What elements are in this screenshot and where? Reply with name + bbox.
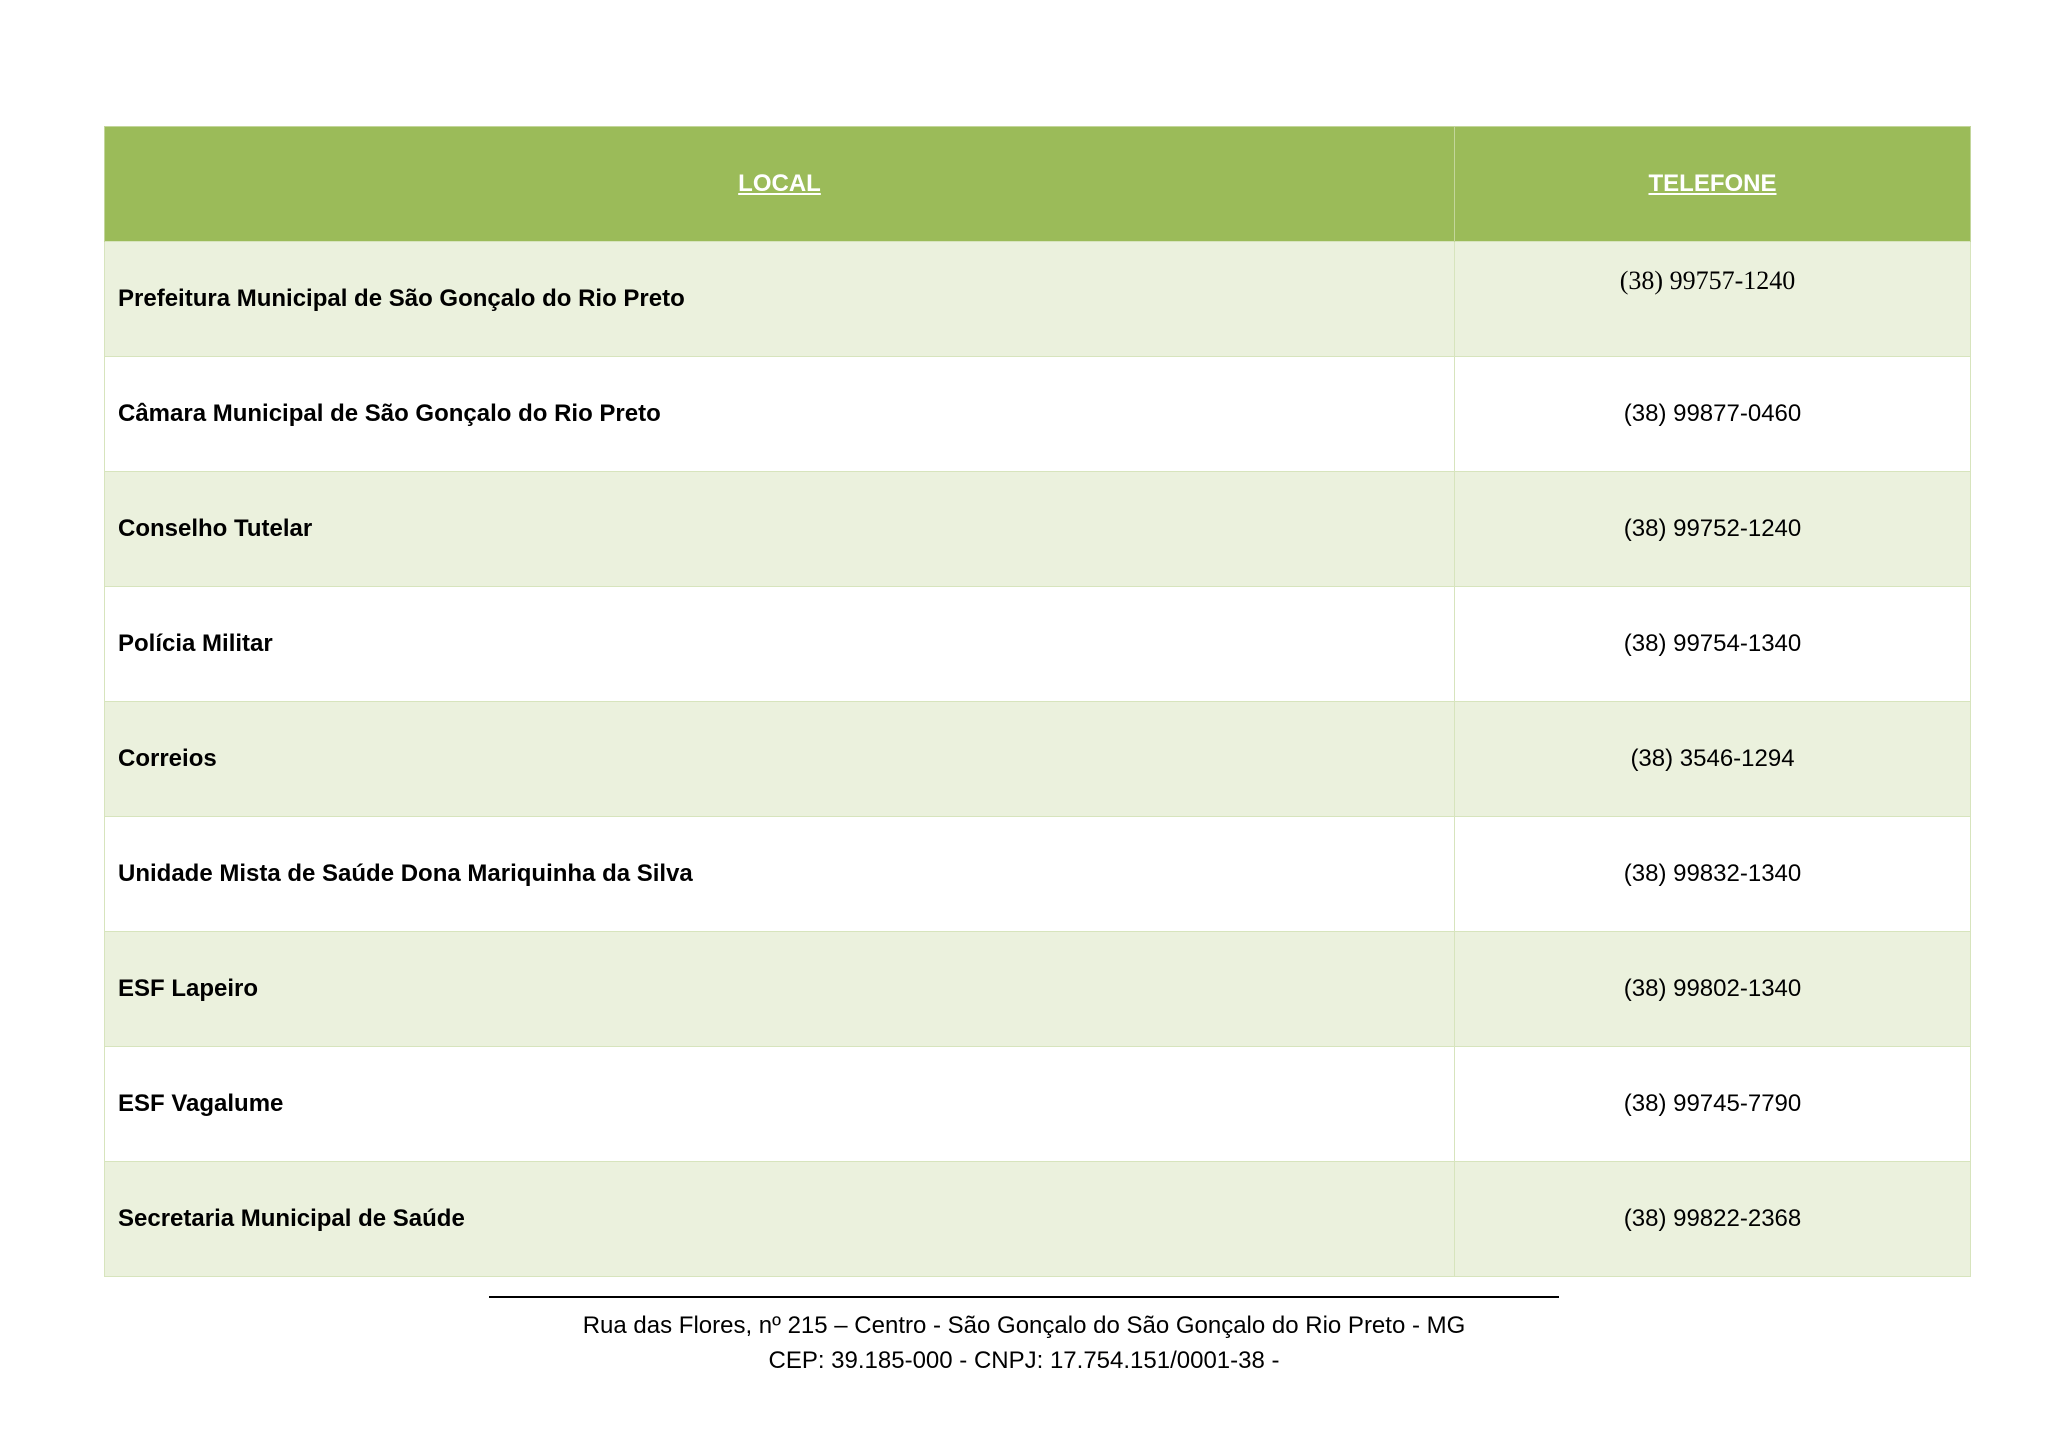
footer-address: Rua das Flores, nº 215 – Centro - São Gonçalo do São Gonçalo do Rio Preto - MG [582, 1312, 1466, 1339]
local-cell: Unidade Mista de Saúde Dona Mariquinha da Silva [105, 817, 1455, 932]
table-header-row [105, 127, 1971, 242]
table-row [105, 1162, 1971, 1277]
phone-cell [1455, 242, 1971, 357]
table-row [105, 242, 1971, 357]
local-cell: Câmara Municipal de São Gonçalo do Rio Preto [105, 357, 1455, 472]
column-header-local: LOCAL [105, 127, 1455, 242]
table-row [105, 472, 1971, 587]
phone-cell: (38) 99754-1340 [1455, 587, 1971, 702]
phone-cell: (38) 99802-1340 [1455, 932, 1971, 1047]
phone-cell: (38) 99877-0460 [1455, 357, 1971, 472]
contacts-table [104, 126, 1971, 1277]
phone-number: (38) 99757-1240 [1619, 266, 1796, 295]
phone-cell: (38) 99832-1340 [1455, 817, 1971, 932]
local-cell: Correios [105, 702, 1455, 817]
footer-divider [489, 1296, 1559, 1298]
table-row [105, 587, 1971, 702]
table-row [105, 932, 1971, 1047]
local-cell: Conselho Tutelar [105, 472, 1455, 587]
local-cell: Prefeitura Municipal de São Gonçalo do Rio Preto [105, 242, 1455, 357]
table-row [105, 817, 1971, 932]
local-cell: ESF Vagalume [105, 1047, 1455, 1162]
page-footer [0, 1296, 2048, 1378]
phone-cell: (38) 99822-2368 [1455, 1162, 1971, 1277]
phone-cell: (38) 99752-1240 [1455, 472, 1971, 587]
phone-cell: (38) 3546-1294 [1455, 702, 1971, 817]
column-header-phone: TELEFONE [1455, 127, 1971, 242]
table-row [105, 357, 1971, 472]
local-cell: Polícia Militar [105, 587, 1455, 702]
phone-cell: (38) 99745-7790 [1455, 1047, 1971, 1162]
local-cell: ESF Lapeiro [105, 932, 1455, 1047]
table-row [105, 702, 1971, 817]
table-row [105, 1047, 1971, 1162]
footer-registry: CEP: 39.185-000 - CNPJ: 17.754.151/0001-38 - [768, 1347, 1280, 1374]
local-cell: Secretaria Municipal de Saúde [105, 1162, 1455, 1277]
